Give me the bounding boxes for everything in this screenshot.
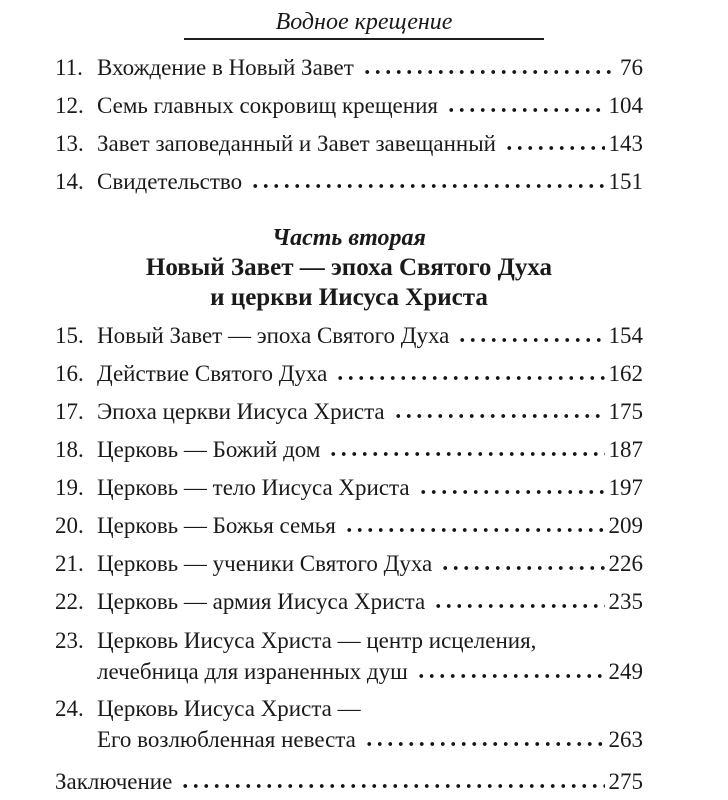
- dot-leader: [344, 527, 605, 533]
- toc-entry-page: 151: [608, 169, 643, 194]
- dot-leader: [180, 783, 604, 789]
- dot-leader: [504, 145, 605, 151]
- toc-entry: [55, 587, 643, 617]
- toc-entry-page: 175: [608, 399, 643, 424]
- conclusion-page: 275: [608, 769, 643, 794]
- dot-leader: [418, 489, 605, 495]
- toc-part1-list: [55, 53, 643, 197]
- conclusion-title: Заключение: [55, 769, 173, 794]
- dot-leader: [364, 741, 605, 747]
- toc-entry-title: Церковь — Божья семья: [97, 513, 336, 538]
- part2-heading: [55, 223, 643, 313]
- toc-entry-number: 11.: [55, 55, 83, 80]
- toc-entry-number: 20.: [55, 513, 84, 538]
- toc-entry-title: Церковь — армия Иисуса Христа: [97, 589, 426, 614]
- dot-leader: [416, 673, 605, 679]
- toc-entry-page: 235: [608, 589, 643, 614]
- dot-leader: [328, 451, 604, 457]
- part2-title-line1: Новый Завет — эпоха Святого Духа: [145, 254, 553, 281]
- toc-entry: [55, 129, 643, 159]
- toc-entry-title: Действие Святого Духа: [97, 361, 328, 386]
- toc-entry-title-block: [97, 625, 643, 687]
- toc-entry-page: 143: [608, 131, 643, 156]
- toc-entry-number: 22.: [55, 589, 84, 614]
- toc-entry-number: 21.: [55, 551, 84, 576]
- toc-entry-number: 23.: [55, 628, 84, 653]
- toc-entry: [55, 397, 643, 427]
- table-of-contents: [0, 53, 728, 797]
- toc-entry-page: 209: [608, 513, 643, 538]
- toc-entry-page: 104: [608, 93, 643, 118]
- toc-entry: [55, 511, 643, 541]
- toc-entry-title: Свидетельство: [97, 169, 243, 194]
- part2-kicker: Часть вторая: [272, 225, 426, 251]
- toc-entry-page: 162: [608, 361, 643, 386]
- toc-entry-page: 197: [608, 475, 643, 500]
- toc-entry-title-line2-row: [97, 724, 643, 755]
- toc-entry-number: 12.: [55, 93, 84, 118]
- toc-part2-list: [55, 321, 643, 755]
- toc-entry-title: Церковь — ученики Святого Духа: [97, 551, 433, 576]
- toc-entry-number: 17.: [55, 399, 84, 424]
- toc-entry: [55, 91, 643, 121]
- dot-leader: [433, 603, 604, 609]
- toc-entry-title: Церковь — тело Иисуса Христа: [97, 475, 410, 500]
- toc-entry-title: Вхождение в Новый Завет: [97, 55, 354, 80]
- toc-entry-number: 16.: [55, 361, 84, 386]
- toc-entry-number: 24.: [55, 696, 84, 721]
- toc-entry-title: Эпоха церкви Иисуса Христа: [97, 399, 385, 424]
- dot-leader: [440, 565, 604, 571]
- toc-entry-title: Церковь — Божий дом: [97, 437, 321, 462]
- toc-entry-multiline: [55, 693, 643, 755]
- dot-leader: [335, 375, 604, 381]
- toc-entry: [55, 435, 643, 465]
- dot-leader: [393, 413, 605, 419]
- toc-entry: [55, 167, 643, 197]
- toc-entry-page: 249: [608, 659, 643, 684]
- toc-entry-page: 226: [608, 551, 643, 576]
- toc-entry-title: Семь главных сокровищ крещения: [97, 93, 438, 118]
- toc-entry-number: 14.: [55, 169, 84, 194]
- toc-entry-title: Завет заповеданный и Завет завещанный: [97, 131, 496, 156]
- toc-entry-title-line2: лечебница для израненных душ: [97, 659, 408, 684]
- toc-entry-title-line2: Его возлюбленная невеста: [97, 727, 356, 752]
- toc-entry-page: 76: [620, 55, 643, 80]
- part2-title-line2: и церкви Иисуса Христа: [210, 284, 488, 311]
- book-title: Водное крещение: [275, 9, 453, 35]
- toc-entry: [55, 549, 643, 579]
- toc-entry-page: 187: [608, 437, 643, 462]
- toc-entry-number: 15.: [55, 323, 84, 348]
- toc-entry-number: 13.: [55, 131, 84, 156]
- toc-entry-page: 263: [608, 727, 643, 752]
- toc-entry-page: 154: [608, 323, 643, 348]
- toc-entry: [55, 321, 643, 351]
- running-header: [184, 8, 544, 40]
- toc-entry-title-block: [97, 693, 643, 755]
- toc-entry-multiline: [55, 625, 643, 687]
- dot-leader: [457, 337, 604, 343]
- toc-entry: [55, 473, 643, 503]
- toc-entry: [55, 359, 643, 389]
- toc-entry-title-line1: Церковь Иисуса Христа — центр исцеления,: [97, 628, 537, 653]
- conclusion-section: [55, 767, 643, 797]
- toc-entry-title: Новый Завет — эпоха Святого Духа: [97, 323, 450, 348]
- toc-entry-number: 18.: [55, 437, 84, 462]
- dot-leader: [446, 107, 605, 113]
- dot-leader: [362, 69, 616, 75]
- toc-entry-title-line1: Церковь Иисуса Христа —: [97, 696, 361, 721]
- toc-entry: [55, 53, 643, 83]
- toc-entry-conclusion: [55, 767, 643, 797]
- dot-leader: [250, 183, 604, 189]
- toc-entry-title-line2-row: [97, 656, 643, 687]
- toc-entry-number: 19.: [55, 475, 84, 500]
